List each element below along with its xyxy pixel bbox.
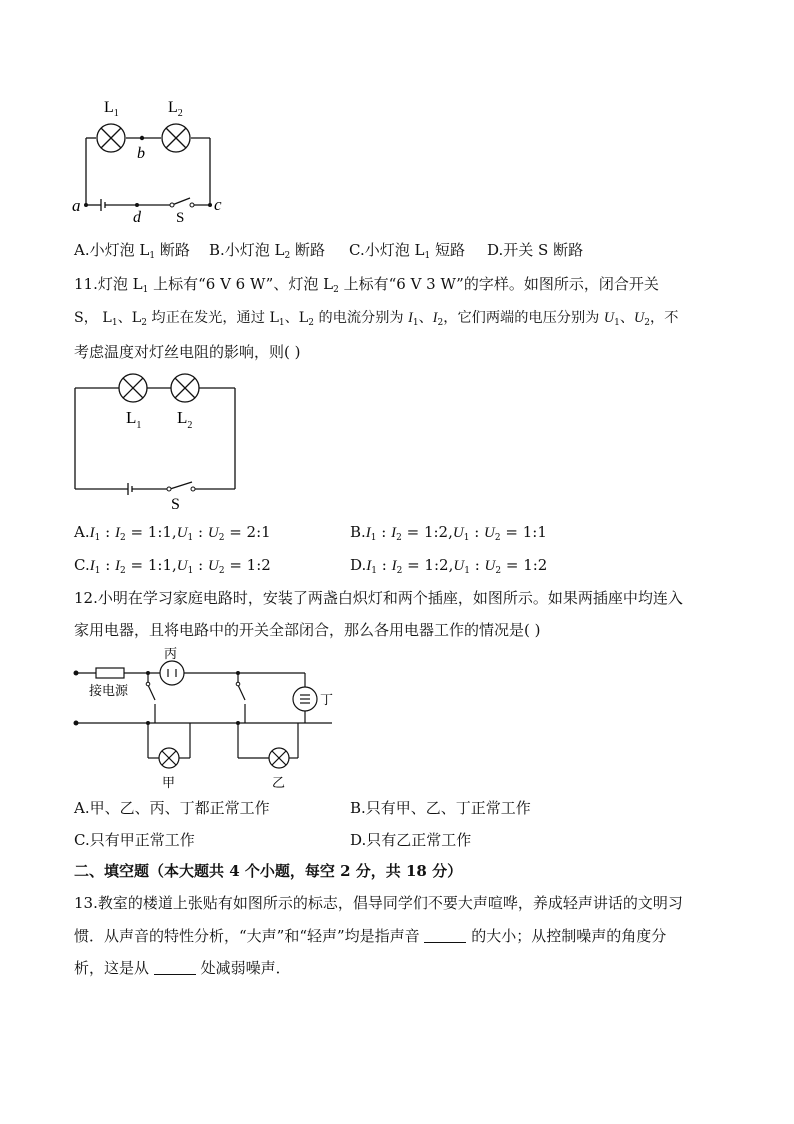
q10-option-b[interactable]: B.小灯泡 $L_2$ 断路	[209, 241, 326, 261]
q11-option-b[interactable]: $B.I_1$ : $I_2$ = $1:2,U_1$ : $U_2$ = 1:1	[350, 523, 547, 543]
q11-option-c[interactable]: $C.I_1$ : $I_2$ = $1:1,U_1$ : $U_2$ = 1:2	[74, 556, 271, 576]
label-d: d	[133, 209, 141, 224]
q12-line-2: 家用电器，且将电路中的开关全部闭合，那么各用电器工作的情况是( )	[74, 621, 541, 639]
q11-line-1: 11.灯泡 $L_1$ 上标有“6 V 6 W”、灯泡 $L_2$ 上标有“6 V 3 W”的字样。如图所示，闭合开关	[74, 275, 659, 295]
q10-option-a[interactable]: A.小灯泡 $L_1$ 断路	[74, 241, 190, 261]
q13-line-2: 惯．从声音的特性分析，“大声”和“轻声”均是指声音 的大小；从控制噪声的角度分	[74, 927, 667, 945]
q12-circuit-diagram	[62, 642, 352, 794]
q10-circuit-diagram	[64, 92, 234, 224]
label-c: c	[214, 195, 222, 214]
node-d	[135, 203, 139, 207]
lamp-jia-label: 甲	[162, 775, 176, 790]
q12-option-a[interactable]: A.甲、乙、丙、丁都正常工作	[74, 799, 270, 817]
label-s: S	[176, 210, 185, 224]
q13-line-3: 析，这是从 处减弱噪声．	[74, 959, 291, 977]
q11-line-3: 考虑温度对灯丝电阻的影响，则( )	[74, 343, 301, 361]
q12-option-d[interactable]: D.只有乙正常工作	[350, 831, 472, 849]
socket-ding-label: 丁	[320, 692, 334, 707]
lamp-l1-label: $L_1$	[104, 99, 119, 119]
q11-option-a[interactable]: $A.I_1$ : $I_2$ = $1:1,U_1$ : $U_2$ = 2:1	[74, 523, 271, 543]
node-b	[140, 136, 144, 140]
q13-blank-2[interactable]	[154, 960, 196, 975]
q13-line-1: 13.教室的楼道上张贴有如图所示的标志，倡导同学们不要大声喧哗，养成轻声讲话的文明习	[74, 894, 683, 912]
q12-option-b[interactable]: B.只有甲、乙、丁正常工作	[350, 799, 531, 817]
section-title: 二、填空题（本大题共 4 个小题，每空 2 分，共 18 分）	[74, 862, 463, 880]
q11-circuit-diagram	[70, 368, 240, 513]
label-a: a	[72, 196, 81, 215]
q11-lamp-l1-label: $L_1$	[126, 408, 142, 431]
lamp-l2-label: $L_2$	[168, 99, 183, 119]
q13-blank-1[interactable]	[424, 928, 466, 943]
q12-line-1: 12.小明在学习家庭电路时，安装了两盏白炽灯和两个插座，如图所示。如果两插座中均连入	[74, 589, 683, 607]
power-source-label: 接电源	[89, 683, 129, 698]
q10-option-d[interactable]: D.开关 S 断路	[487, 241, 584, 259]
q11-label-s: S	[171, 496, 180, 513]
q11-lamp-l2-label: $L_2$	[177, 408, 193, 431]
q11-line-2: S， $L_1$、$L_2$ 均正在发光，通过 $L_1$、$L_2$ 的电流分别为 $I_1$、$I_2$，它们两端的电压分别为 $U_1$、$U_2$，不	[74, 310, 679, 328]
label-b: b	[137, 145, 145, 162]
q10-option-c[interactable]: C.小灯泡 $L_1$ 短路	[349, 241, 465, 261]
q11-option-d[interactable]: $D.I_1$ : $I_2$ = $1:2,U_1$ : $U_2$ = 1:2	[350, 556, 548, 576]
socket-bing-label: 丙	[164, 646, 178, 661]
q12-option-c[interactable]: C.只有甲正常工作	[74, 831, 195, 849]
lamp-yi-label: 乙	[272, 775, 286, 790]
